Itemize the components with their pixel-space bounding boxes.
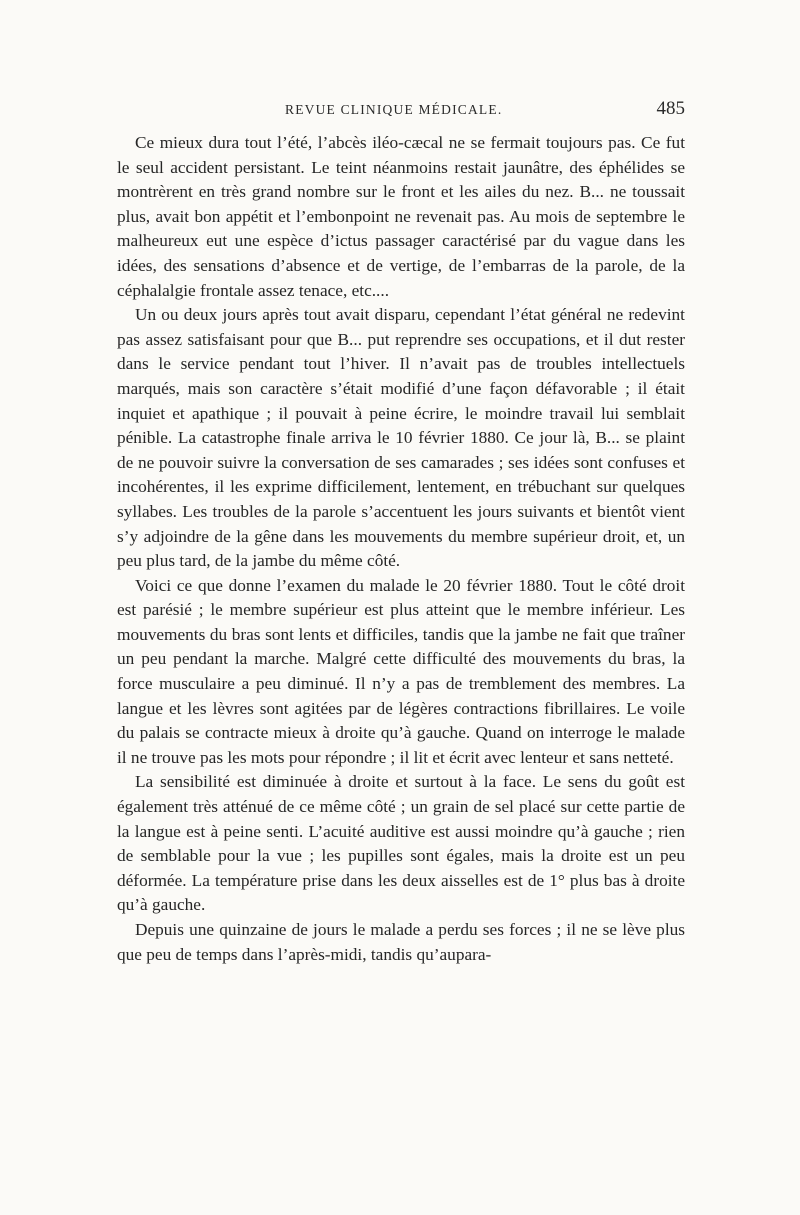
paragraph-3: Voici ce que donne l’examen du malade le 20 février 1880. Tout le côté droit est parésié ; le membre supérieur est plus atteint que le membre inférieur. Les mouvements du bras sont lents et difficiles, tandis que la jambe ne fait que traîner un peu pendant la marche. Malgré cette difficulté des mouvements du bras, la force musculaire a peu diminué. Il n’y a pas de tremblement des membres. La langue et les lèvres sont agitées par de légères contractions fibrillaires. Le voile du palais se contracte mieux à droite qu’à gauche. Quand on interroge le malade il ne trouve pas les mots pour répondre ; il lit et écrit avec lenteur et sans netteté. bbox=[117, 575, 685, 767]
running-head bbox=[117, 100, 685, 124]
paragraph-4: La sensibilité est diminuée à droite et surtout à la face. Le sens du goût est également très atténué de ce même côté ; un grain de sel placé sur cette partie de la langue est à peine senti. L’acuité auditive est aussi moindre qu’à gauche ; rien de semblable pour la vue ; les pupilles sont égales, mais la droite est un peu déformée. La température prise dans les deux aisselles est de 1° plus bas à droite qu’à gauche. bbox=[117, 772, 685, 915]
paragraph-2: Un ou deux jours après tout avait disparu, cependant l’état général ne redevint pas assez satisfaisant pour que B... put reprendre ses occupations, et il dut rester dans le service pendant tout l’hiver. Il n’avait pas de troubles intellectuels marqués, mais son caractère s’était modifié d’une façon défavorable ; il était inquiet et apathique ; il pouvait à peine écrire, le moindre travail lui semblait pénible. La catastrophe finale arriva le 10 février 1880. Ce jour là, B... se plaint de ne pouvoir suivre la conversation de ses camarades ; ses idées sont confuses et incohérentes, il les exprime difficilement, lentement, en trébuchant sur quelques syllabes. Les troubles de la parole s’accentuent les jours suivants et bientôt vient s’y adjoindre de la gêne dans les mouvements du membre supérieur droit, et, un peu plus tard, de la jambe du même côté. bbox=[117, 305, 685, 571]
paragraph-5: Depuis une quinzaine de jours le malade a perdu ses forces ; il ne se lève plus que peu de temps dans l’après-midi, tandis qu’aupara- bbox=[117, 920, 685, 964]
page-number: 485 bbox=[656, 98, 685, 119]
paragraph-1: Ce mieux dura tout l’été, l’abcès iléo-cæcal ne se fermait toujours pas. Ce fut le seul accident persistant. Le teint néanmoins restait jaunâtre, des éphélides se montrèrent en très grand nombre sur le front et les ailes du nez. B... ne toussait plus, avait bon appétit et l’embonpoint ne revenait pas. Au mois de septembre le malheureux eut une espèce d’ictus passager caractérisé par du vague dans les idées, des sensations d’absence et de vertige, de l’embarras de la parole, de la céphalalgie frontale assez tenace, etc.... bbox=[117, 133, 685, 300]
running-title: REVUE CLINIQUE MÉDICALE. bbox=[285, 102, 503, 117]
body-text bbox=[117, 131, 685, 967]
